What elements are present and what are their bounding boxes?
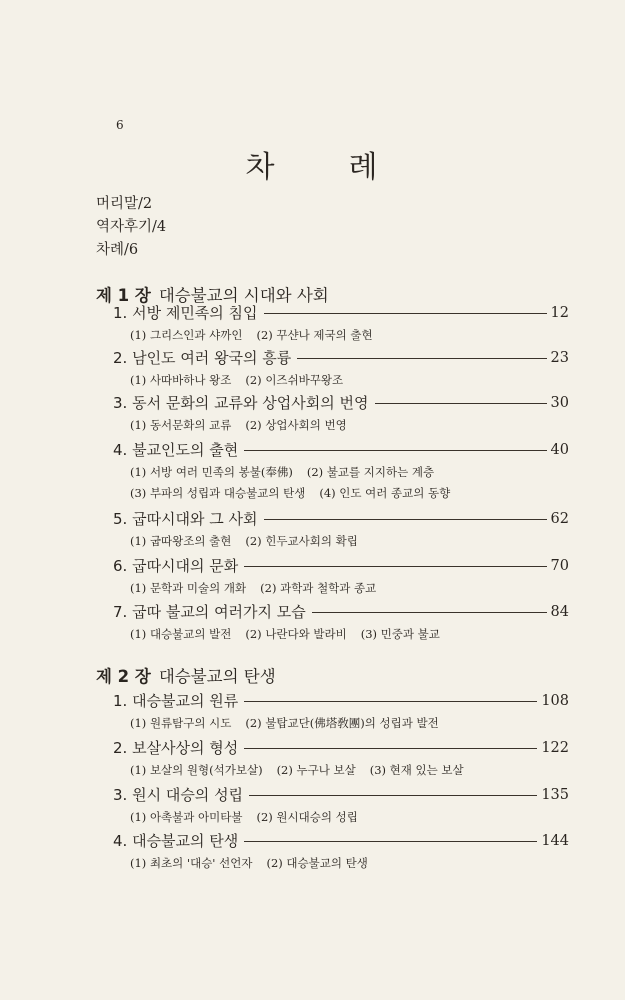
section-page: 40 — [550, 441, 569, 458]
section-title: 2. 보살사상의 형성 — [113, 739, 239, 757]
subsection: (2) 꾸샨나 제국의 출현 — [256, 328, 373, 342]
front-matter-item[interactable]: 차례/6 — [96, 242, 139, 258]
toc-subsection-row — [130, 580, 390, 596]
toc-subsection-row — [130, 855, 382, 871]
page-number: 6 — [116, 118, 124, 132]
subsection: (1) 굽따왕조의 출현 — [130, 534, 232, 548]
section-page: 108 — [541, 692, 569, 709]
subsection: (3) 현재 있는 보살 — [369, 763, 464, 777]
subsection: (1) 대승불교의 발전 — [130, 627, 232, 641]
section-page: 122 — [541, 739, 569, 756]
subsection: (2) 불탑교단(佛塔敎團)의 성립과 발전 — [245, 716, 439, 730]
front-matter-item[interactable]: 머리말/2 — [96, 196, 153, 212]
toc-subsection-row — [130, 626, 454, 642]
section-title: 6. 굽따시대의 문화 — [113, 557, 239, 575]
toc-section-row[interactable] — [113, 392, 569, 413]
title-char-2: 례 — [348, 150, 380, 185]
toc-section-row[interactable] — [113, 601, 569, 622]
section-title: 1. 대승불교의 원류 — [113, 692, 239, 710]
section-title: 4. 대승불교의 탄생 — [113, 832, 239, 850]
leader-line — [244, 450, 546, 451]
section-page: 23 — [550, 349, 569, 366]
toc-section-row[interactable] — [113, 347, 569, 368]
chapter-label: 제 2 장 — [96, 667, 151, 686]
page-title — [0, 142, 625, 186]
toc-section-row[interactable] — [113, 784, 569, 805]
subsection: (1) 그리스인과 샤까인 — [130, 328, 243, 342]
subsection: (4) 인도 여러 종교의 동향 — [319, 486, 451, 500]
toc-subsection-row — [130, 485, 464, 501]
leader-line — [297, 358, 546, 359]
leader-line — [244, 566, 546, 567]
subsection: (2) 불교를 지지하는 계층 — [306, 465, 435, 479]
subsection: (1) 아촉불과 아미타불 — [130, 810, 243, 824]
subsection: (2) 이즈쉬바꾸왕조 — [245, 373, 344, 387]
subsection: (2) 누구나 보살 — [276, 763, 356, 777]
toc-section-row[interactable] — [113, 302, 569, 323]
toc-subsection-row — [130, 762, 478, 778]
leader-line — [244, 748, 537, 749]
subsection: (1) 서방 여러 민족의 봉불(奉佛) — [130, 465, 293, 479]
leader-line — [244, 701, 537, 702]
toc-section-row[interactable] — [113, 508, 569, 529]
toc-section-row[interactable] — [113, 737, 569, 758]
leader-line — [312, 612, 547, 613]
subsection: (2) 과학과 철학과 종교 — [260, 581, 377, 595]
leader-line — [264, 519, 547, 520]
toc-section-row[interactable] — [113, 555, 569, 576]
toc-subsection-row — [130, 464, 448, 480]
section-title: 7. 굽따 불교의 여러가지 모습 — [113, 603, 306, 621]
section-title: 2. 남인도 여러 왕국의 흥륭 — [113, 349, 292, 367]
section-title: 4. 불교인도의 출현 — [113, 441, 239, 459]
subsection: (3) 부파의 성립과 대승불교의 탄생 — [130, 486, 306, 500]
subsection: (1) 원류탐구의 시도 — [130, 716, 232, 730]
subsection: (1) 동서문화의 교류 — [130, 418, 232, 432]
subsection: (1) 보살의 원형(석가보살) — [130, 763, 263, 777]
section-page: 84 — [550, 603, 569, 620]
section-title: 1. 서방 제민족의 침입 — [113, 304, 258, 322]
section-title: 3. 원시 대승의 성립 — [113, 786, 244, 804]
chapter-name: 대승불교의 탄생 — [158, 667, 276, 686]
section-page: 144 — [541, 832, 569, 849]
title-char-1: 차 — [245, 150, 277, 185]
toc-section-row[interactable] — [113, 830, 569, 851]
toc-subsection-row — [130, 715, 453, 731]
toc-subsection-row — [130, 533, 372, 549]
section-page: 30 — [550, 394, 569, 411]
leader-line — [249, 795, 537, 796]
leader-line — [375, 403, 547, 404]
toc-subsection-row — [130, 417, 361, 433]
toc-section-row[interactable] — [113, 439, 569, 460]
section-title: 3. 동서 문화의 교류와 상업사회의 번영 — [113, 394, 369, 412]
toc-subsection-row — [130, 327, 387, 343]
subsection: (2) 상업사회의 번영 — [245, 418, 347, 432]
subsection: (2) 나란다와 발라비 — [245, 627, 347, 641]
section-title: 5. 굽따시대와 그 사회 — [113, 510, 258, 528]
subsection: (2) 원시대승의 성립 — [256, 810, 358, 824]
subsection: (2) 대승불교의 탄생 — [266, 856, 368, 870]
chapter-name: 대승불교의 시대와 사회 — [158, 286, 329, 305]
toc-subsection-row — [130, 809, 372, 825]
section-page: 62 — [550, 510, 569, 527]
chapter-heading[interactable] — [96, 663, 276, 687]
front-matter-item[interactable]: 역자후기/4 — [96, 219, 167, 235]
subsection: (3) 민중과 불교 — [360, 627, 440, 641]
leader-line — [244, 841, 537, 842]
section-page: 12 — [550, 304, 569, 321]
section-page: 70 — [550, 557, 569, 574]
subsection: (1) 문학과 미술의 개화 — [130, 581, 247, 595]
toc-section-row[interactable] — [113, 690, 569, 711]
subsection: (2) 힌두교사회의 확립 — [245, 534, 358, 548]
section-page: 135 — [541, 786, 569, 803]
leader-line — [264, 313, 547, 314]
subsection: (1) 사따바하나 왕조 — [130, 373, 232, 387]
chapter-label: 제 1 장 — [96, 286, 151, 305]
subsection: (1) 최초의 '대승' 선언자 — [130, 856, 253, 870]
toc-subsection-row — [130, 372, 357, 388]
front-matter-list — [96, 193, 166, 262]
